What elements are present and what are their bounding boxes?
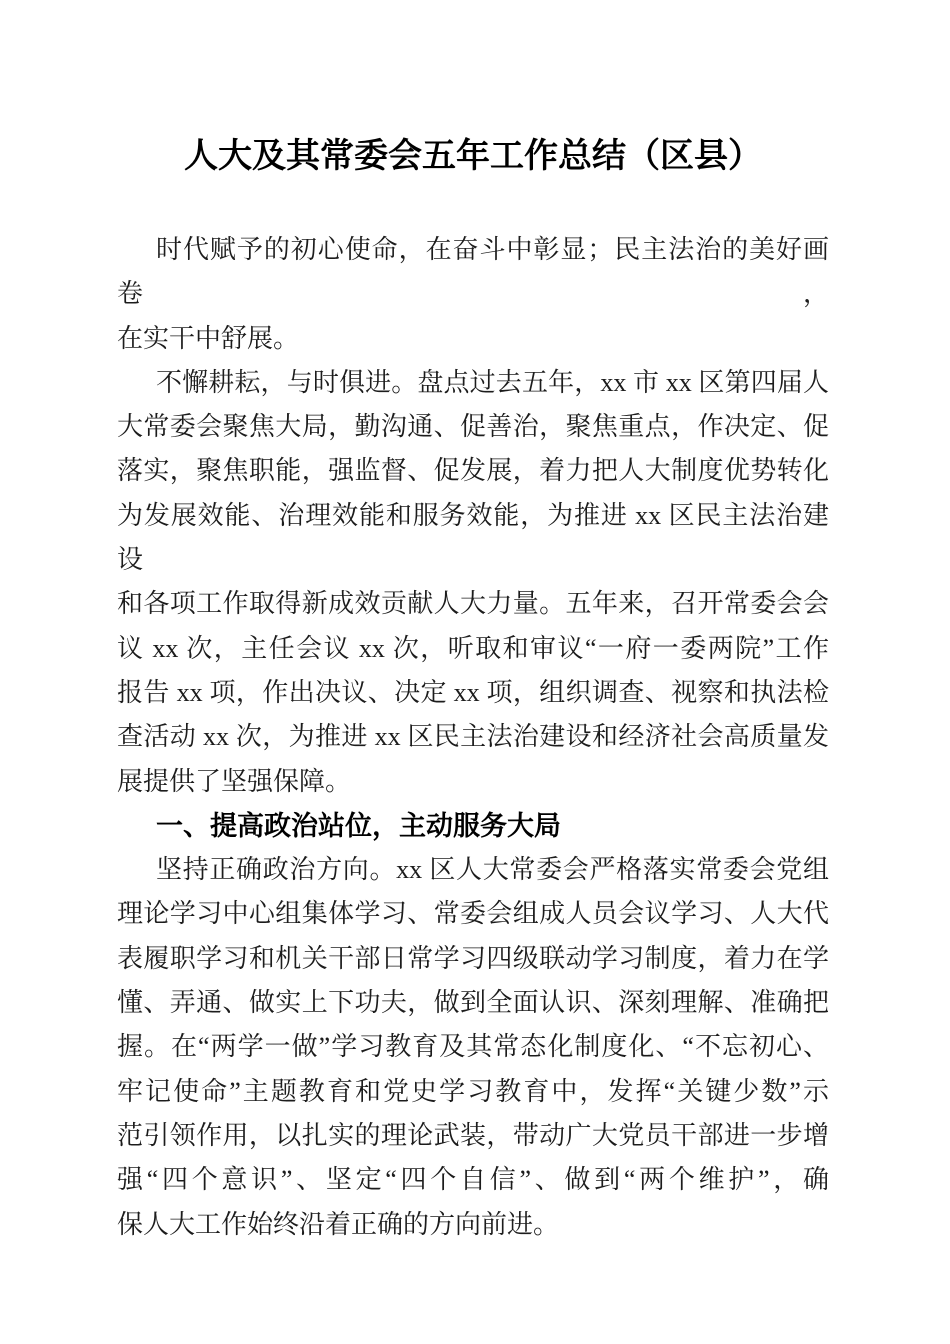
paragraph-line: 强“四个意识”、坚定“四个自信”、做到“两个维护”，确	[117, 1165, 829, 1195]
paragraph-line: 不懈耕耘，与时俱进。盘点过去五年，xx 市 xx 区第四届人	[156, 367, 829, 397]
paragraph-line: 理论学习中心组集体学习、常委会组成人员会议学习、人大代	[117, 899, 829, 929]
paragraph-line: 为发展效能、治理效能和服务效能，为推进 xx 区民主法治建设	[117, 500, 829, 575]
paragraph-line: 握。在“两学一做”学习教育及其常态化制度化、“不忘初心、	[117, 1032, 829, 1062]
paragraph-line: 表履职学习和机关干部日常学习四级联动学习制度，着力在学	[117, 943, 829, 973]
paragraph-line: 报告 xx 项，作出决议、决定 xx 项，组织调查、视察和执法检	[117, 677, 829, 707]
paragraph-line: 懂、弄通、做实上下功夫，做到全面认识、深刻理解、准确把	[117, 988, 829, 1018]
paragraph-line: 在实干中舒展。	[117, 323, 300, 353]
paragraph-line: 展提供了坚强保障。	[117, 766, 352, 796]
paragraph-line: 和各项工作取得新成效贡献人大力量。五年来，召开常委会会	[117, 589, 829, 619]
paragraph-line: 大常委会聚焦大局，勤沟通、促善治，聚焦重点，作决定、促	[117, 412, 829, 442]
paragraph-line: 时代赋予的初心使命，在奋斗中彰显；民主法治的美好画卷，	[117, 235, 829, 309]
paragraph-line: 范引领作用，以扎实的理论武装，带动广大党员干部进一步增	[117, 1120, 829, 1150]
document-body	[117, 228, 829, 1247]
document-title: 人大及其常委会五年工作总结（区县）	[184, 138, 762, 175]
paragraph-line: 牢记使命”主题教育和党史学习教育中，发挥“关键少数”示	[117, 1076, 829, 1106]
paragraph-line: 落实，聚焦职能，强监督、促发展，着力把人大制度优势转化	[117, 456, 829, 486]
paragraph-line: 保人大工作始终沿着正确的方向前进。	[117, 1209, 560, 1239]
paragraph-line: 查活动 xx 次，为推进 xx 区民主法治建设和经济社会高质量发	[117, 722, 829, 752]
paragraph-line: 坚持正确政治方向。xx 区人大常委会严格落实常委会党组	[156, 855, 829, 885]
section-heading: 一、提高政治站位，主动服务大局	[156, 810, 561, 841]
paragraph-line: 议 xx 次，主任会议 xx 次，听取和审议“一府一委两院”工作	[117, 633, 829, 663]
